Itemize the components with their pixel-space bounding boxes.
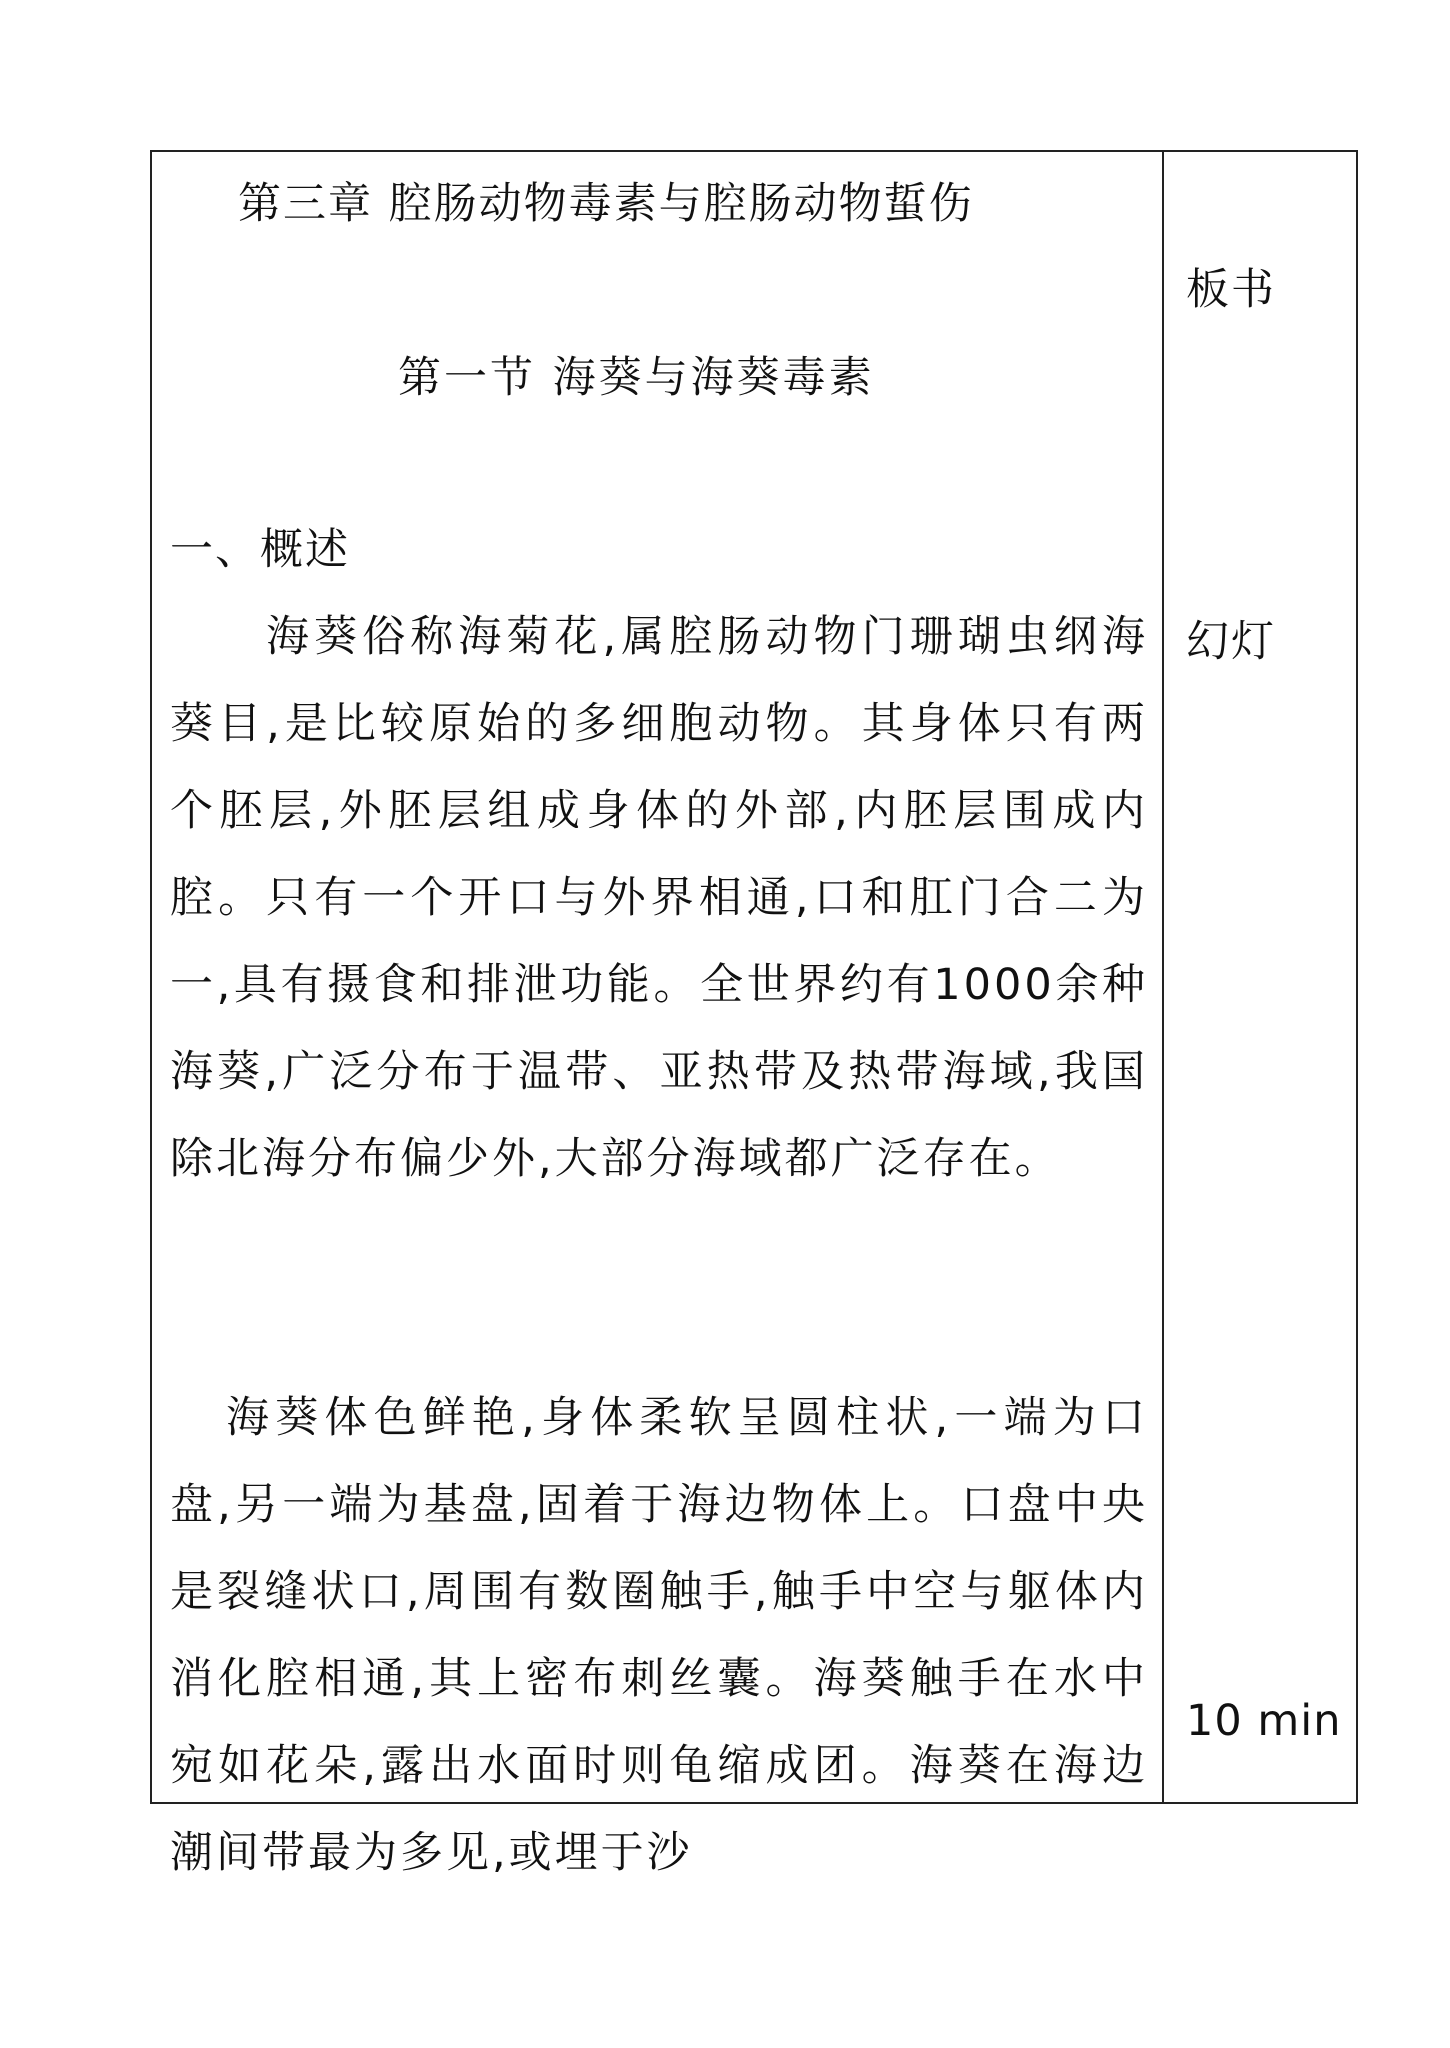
teaching-notes-column [1164,152,1356,1802]
slide-note: 幻灯 [1186,617,1276,667]
body-paragraph: 海葵体色鲜艳,身体柔软呈圆柱状,一端为口盘,另一端为基盘,固着于海边物体上。口盘中央是裂缝状口,周围有数圈触手,触手中空与躯体内消化腔相通,其上密布刺丝囊。海葵触手在水中宛如花朵,露出水面时则龟缩成团。海葵在海边潮间带最为多见,或埋于沙 [170,1393,1148,1878]
lesson-content-column [152,152,1164,1878]
time-note: 10 min [1186,1696,1342,1746]
lesson-plan-table [150,150,1358,1878]
subsection-heading: 一、概述 [170,525,350,575]
body-paragraph: 海葵俗称海菊花,属腔肠动物门珊瑚虫纲海葵目,是比较原始的多细胞动物。其身体只有两个胚层,外胚层组成身体的外部,内胚层围成内腔。只有一个开口与外界相通,口和肛门合二为一,具有摄食和排泄功能。全世界约有1000余种海葵,广泛分布于温带、亚热带及热带海域,我国除北海分布偏少外,大部分海域都广泛存在。 [170,612,1148,1184]
section-title: 第一节 海葵与海葵毒素 [398,353,875,403]
board-note: 板书 [1186,265,1276,315]
chapter-title: 第三章 腔肠动物毒素与腔肠动物蜇伤 [238,179,974,229]
